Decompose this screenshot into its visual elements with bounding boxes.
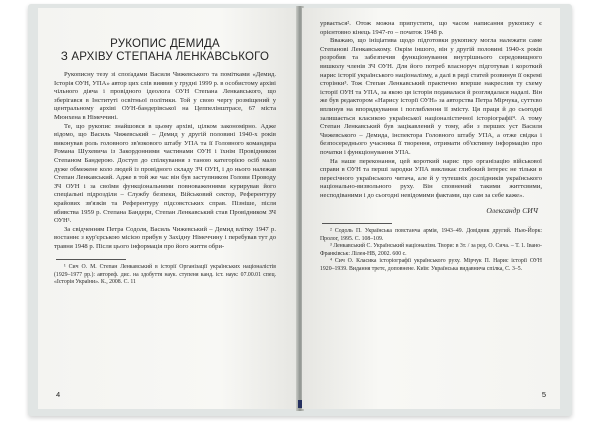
right-page [302,8,560,409]
footnote-rule [322,223,392,224]
paragraph: Те, що рукопис знайшовся в цьому архіві, цілком закономірно. Адже відомо, що Василь Чижевський – Демид у другій половині 1940-х років виконував роль головного зв'язкового штабу УПА та її Головного командира Романа Шухевича із Закордонними частинами ОУН і їхнім Провідником Степаном Бандерою. Доступ до спілкування з таною категорією осіб мало дуже обмежене коло людей із провідного складу ЗЧ ОУН, і до нього належав Степан Ленкавський. Адже в той же час він був заступником Голови Проводу ЗЧ ОУН і за своїми функціональними повноваженнями курирував його спеціальні підрозділи – Службу безпеки, Військовий сектор, Референтуру крайових зв'язків та Референтуру підсовєтських справ. Пізніше, після вбивства 1959 р. Степана Бандери, Степан Ленкавський став Провідником ЗЧ ОУН¹. [54,122,276,225]
article-title [54,38,276,64]
paragraph: Вважаю, що ініціатива щодо підготовки рукопису могла належати саме Степанові Ленкавському. Окрім іншого, він у другій половині 1940-х років розробив та забезпечив функціонування внутрішнього середовищного вишколу членів ЗЧ ОУН. Для його потреб власноруч підготував і короткий нарис історії українського націоналізму, а далі в рядi статей розвинув її окремі сторінки³. Тож Степан Ленкавський практично вперше накреслив ту схему історії ОУН та УПА, за якою ця історія подавалася й розглядалася надалі. Він же був редактором «Нарису історії ОУН» за авторства Петра Мірчука, суттєво вплинув на впорядкування і поглиблення її змісту. Ця праця й до сьогодні залишається класикою української націоналістичної історіографії⁴. А тому Степан Ленкавський був зацікавлений у тому, аби з перших уст Василя Чижевського – Демида, інспектора Головного штабу УПА, а отже свідка і безпосереднього учасника її творення, отримати об'єктивну інформацію про початки і функціонування УПА. [320,37,542,156]
paragraph: На наше переконання, цей короткий нарис про організацію військової справи в ОУН та перші зародки УПА викликає глибокий інтерес не тільки в пересічного українського читача, але й у тутешніх дослідників українського національно-визвольного руху. Він сповнений такими життєвими, несподіваними і до сьогодні невідомими фактами, що сам за себе каже». [320,157,542,199]
page-number-left: 4 [56,390,61,399]
left-page [38,8,298,409]
footnote: ⁴ Сич О. Класика історіографії українського руху. Мірчук П. Нарис історії ОУН 1920–1939. Видання третє, доповнене. Київ: Українська видавнича спілка, С. 3–5. [320,258,542,272]
bookmark-ribbon [298,400,302,408]
footnote: ¹ Сич О. М. Степан Ленкавський в історії Організації українських націоналістів (1929–1977 рр.): автореф. дис. на здобуття наук. ступеня канд. іст. наук: 07.00.01 спец. «Історія України». К., 2008. С. 11 [54,264,276,286]
author-signature: Олександр СИЧ [486,206,538,216]
paragraph: Рукописну тезу зі споґадами Василя Чижевського та помітками «Демид. Історія ОУН, УПА» автор цих слів виявив у грудні 1999 р. в особистому архіві чільного діяча і провідного ідеолога ОУН Степана Ленкавського, що зберігався в Інституті освітньої політики. Той у свою чергу розміщений у центральному архіві ОУН-бандерівської на Цеппелінштрасе, 67 міста Мюнхена в Німеччині. [54,71,276,121]
paragraph: За свідченням Петра Содоля, Василь Чижевський – Демид влітку 1947 р. востаннє з кур'єрською місією прибув у Західну Німеччину і перебував тут до травня 1948 р. Після цього інформація про його життя обри- [54,225,276,250]
page-number-right: 5 [541,390,546,399]
paragraph: урвається². Отож можна припустити, що часом написання рукопису є орієнтовно кінець 1947-го – початок 1948 р. [320,20,542,36]
footnote: ³ Ленкавський С. Український націоналізм. Твори: в 3т. / за ред. О. Сича. – Т. 1. Івано-Франківськ: Лілея-НВ, 2002. 600 с. [320,243,542,257]
title-line-1: РУКОПИС ДЕМИДА [110,38,220,50]
right-page-content [320,20,542,273]
footnote: ² Содоль П. Українська повстанча армія, 1943–49. Довідник другий. Нью-Йорк: Пролог, 1995. С. 108–109. [320,228,542,242]
left-page-content [54,38,276,287]
title-line-2: З АРХІВУ СТЕПАНА ЛЕНКАВСЬКОГО [60,51,270,63]
footnote-rule [56,259,126,260]
